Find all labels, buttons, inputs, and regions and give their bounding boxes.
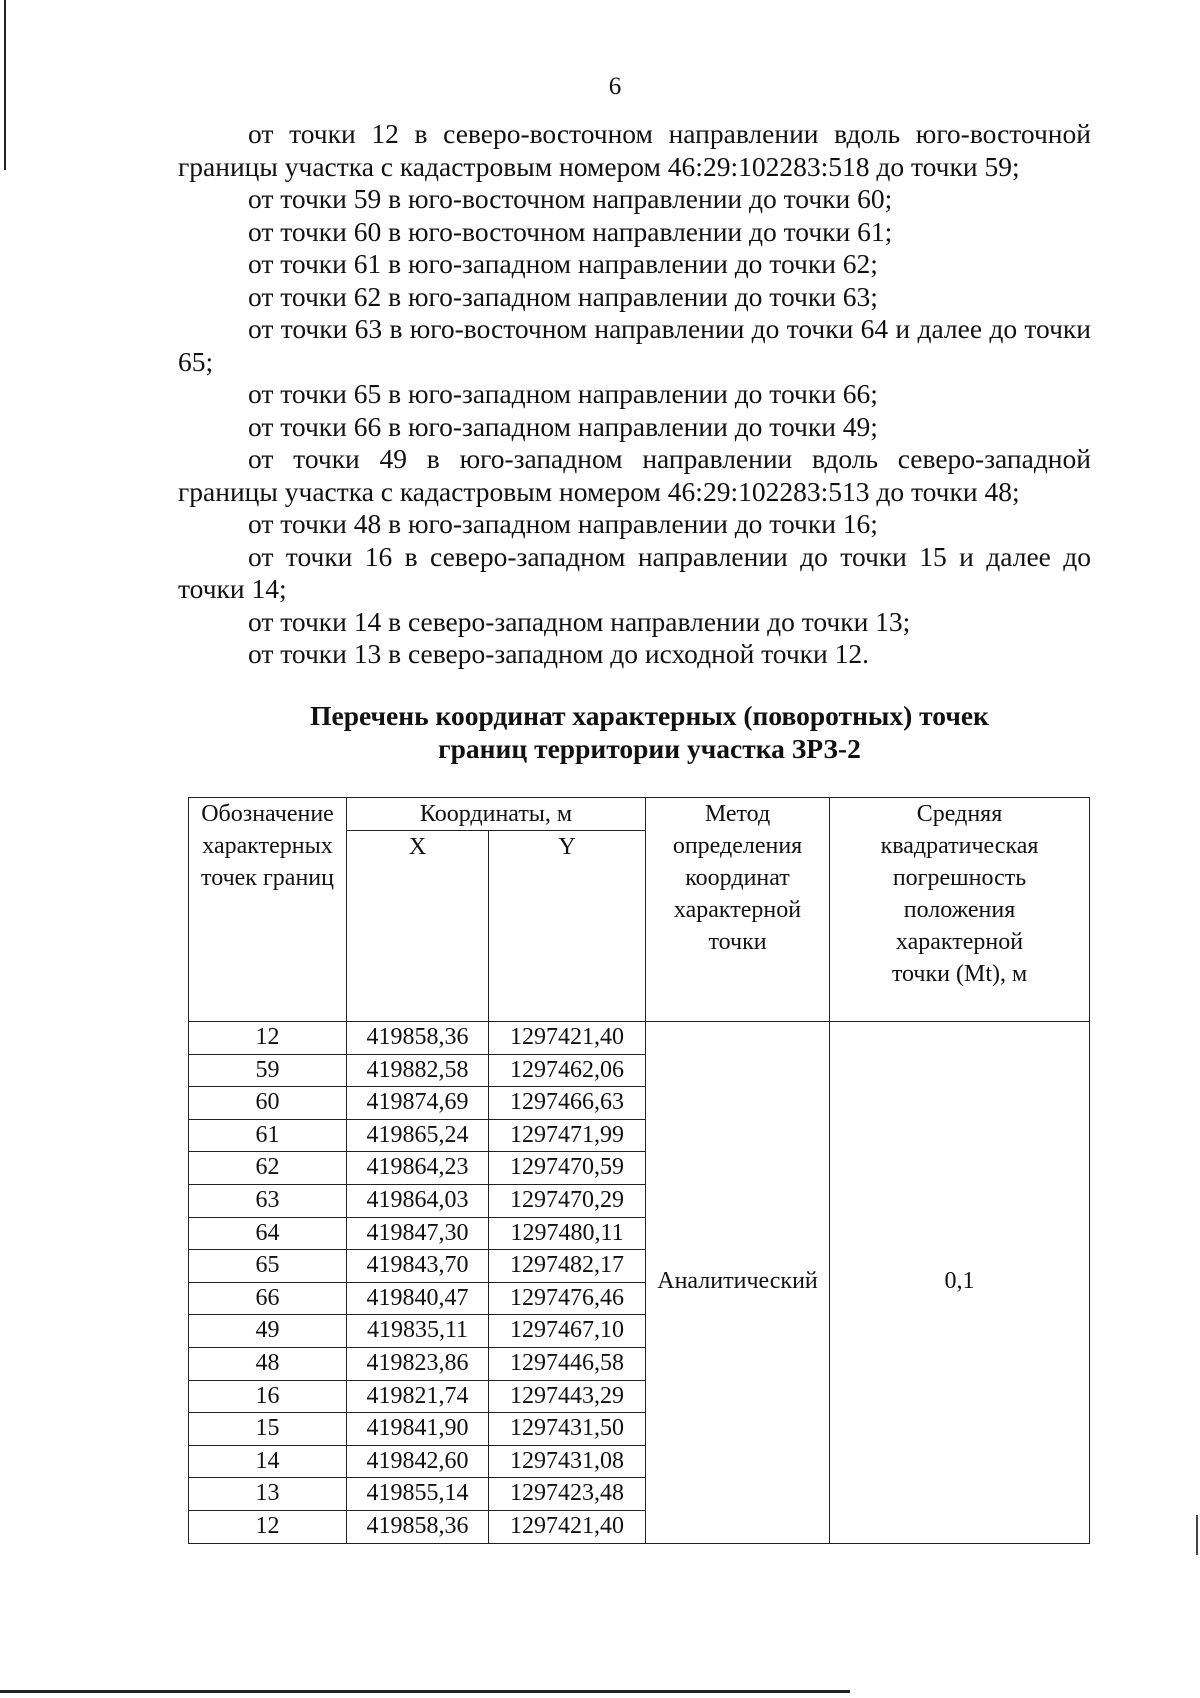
y-cell: 1297470,29 bbox=[489, 1184, 646, 1217]
x-cell: 419835,11 bbox=[347, 1315, 489, 1348]
point-cell: 59 bbox=[189, 1054, 347, 1087]
y-cell: 1297431,50 bbox=[489, 1413, 646, 1446]
header-coordinates: Координаты, м bbox=[347, 798, 646, 831]
point-cell: 16 bbox=[189, 1380, 347, 1413]
header-method: Метод определения координат характерной точки bbox=[646, 798, 830, 1022]
x-cell: 419842,60 bbox=[347, 1445, 489, 1478]
x-cell: 419841,90 bbox=[347, 1413, 489, 1446]
paragraph-11: от точки 16 в северо-западном направлении до точки 15 и далее до точки 14; bbox=[178, 540, 1091, 604]
point-cell: 12 bbox=[189, 1510, 347, 1543]
x-cell: 419847,30 bbox=[347, 1217, 489, 1250]
y-cell: 1297431,08 bbox=[489, 1445, 646, 1478]
scan-edge-right bbox=[1196, 1515, 1198, 1555]
point-cell: 15 bbox=[189, 1413, 347, 1446]
point-cell: 64 bbox=[189, 1217, 347, 1250]
y-cell: 1297466,63 bbox=[489, 1087, 646, 1120]
page-number: 6 bbox=[608, 73, 622, 100]
y-cell: 1297471,99 bbox=[489, 1119, 646, 1152]
x-cell: 419874,69 bbox=[347, 1087, 489, 1120]
paragraph-12: от точки 14 в северо-западном направлении до точки 13; bbox=[248, 605, 911, 637]
paragraph-9: от точки 49 в юго-западном направлении вдоль северо-западной границы участка с кадастровым номером 46:29:102283:513 до точки 48; bbox=[178, 443, 1091, 507]
paragraph-4: от точки 61 в юго-западном направлении до точки 62; bbox=[248, 248, 878, 279]
header-designation: Обозначение характерных точек границ bbox=[189, 798, 347, 1022]
paragraph-10: от точки 48 в юго-западном направлении до точки 16; bbox=[248, 508, 878, 539]
x-cell: 419858,36 bbox=[347, 1510, 489, 1543]
paragraph-8: от точки 66 в юго-западном направлении до точки 49; bbox=[248, 410, 878, 442]
y-cell: 1297421,40 bbox=[489, 1510, 646, 1543]
header-x: X bbox=[347, 831, 489, 1022]
point-cell: 48 bbox=[189, 1347, 347, 1380]
x-cell: 419855,14 bbox=[347, 1478, 489, 1511]
point-cell: 65 bbox=[189, 1250, 347, 1283]
paragraph-3: от точки 60 в юго-восточном направлении до точки 61; bbox=[248, 215, 893, 247]
y-cell: 1297470,59 bbox=[489, 1152, 646, 1185]
table-title bbox=[178, 700, 1091, 765]
point-cell: 66 bbox=[189, 1282, 347, 1315]
header-error: Средняя квадратическая погрешность положения характерной точки (Mt), м bbox=[830, 798, 1090, 1022]
y-cell: 1297476,46 bbox=[489, 1282, 646, 1315]
point-cell: 13 bbox=[189, 1478, 347, 1511]
y-cell: 1297446,58 bbox=[489, 1347, 646, 1380]
point-cell: 61 bbox=[189, 1119, 347, 1152]
header-y: Y bbox=[489, 831, 646, 1022]
y-cell: 1297480,11 bbox=[489, 1217, 646, 1250]
x-cell: 419882,58 bbox=[347, 1054, 489, 1087]
point-cell: 60 bbox=[189, 1087, 347, 1120]
x-cell: 419865,24 bbox=[347, 1119, 489, 1152]
y-cell: 1297423,48 bbox=[489, 1478, 646, 1511]
x-cell: 419823,86 bbox=[347, 1347, 489, 1380]
y-cell: 1297462,06 bbox=[489, 1054, 646, 1087]
x-cell: 419840,47 bbox=[347, 1282, 489, 1315]
point-cell: 49 bbox=[189, 1315, 347, 1348]
table-header-row-1 bbox=[189, 798, 1090, 831]
method-cell: Аналитический bbox=[646, 1022, 830, 1544]
paragraph-5: от точки 62 в юго-западном направлении до точки 63; bbox=[248, 280, 878, 312]
coordinates-table bbox=[188, 797, 1090, 1544]
table-row bbox=[189, 1022, 1090, 1055]
point-cell: 12 bbox=[189, 1022, 347, 1055]
point-cell: 63 bbox=[189, 1184, 347, 1217]
scan-edge-bottom bbox=[0, 1690, 850, 1693]
paragraph-6: от точки 63 в юго-восточном направлении до точки 64 и далее до точки 65; bbox=[178, 313, 1091, 377]
x-cell: 419821,74 bbox=[347, 1380, 489, 1413]
y-cell: 1297421,40 bbox=[489, 1022, 646, 1055]
y-cell: 1297467,10 bbox=[489, 1315, 646, 1348]
table-title-line-1: Перечень координат характерных (поворотных) точек bbox=[310, 700, 989, 731]
paragraph-1: от точки 12 в северо-восточном направлении вдоль юго-восточной границы участка с кадастровым номером 46:29:102283:518 до точки 59; bbox=[178, 118, 1091, 182]
y-cell: 1297443,29 bbox=[489, 1380, 646, 1413]
y-cell: 1297482,17 bbox=[489, 1250, 646, 1283]
paragraph-2: от точки 59 в юго-восточном направлении до точки 60; bbox=[248, 183, 893, 214]
paragraph-13: от точки 13 в северо-западном до исходной точки 12. bbox=[248, 638, 870, 669]
x-cell: 419843,70 bbox=[347, 1250, 489, 1283]
error-cell: 0,1 bbox=[830, 1022, 1090, 1544]
x-cell: 419858,36 bbox=[347, 1022, 489, 1055]
x-cell: 419864,03 bbox=[347, 1184, 489, 1217]
paragraph-7: от точки 65 в юго-западном направлении до точки 66; bbox=[248, 378, 878, 409]
point-cell: 14 bbox=[189, 1445, 347, 1478]
x-cell: 419864,23 bbox=[347, 1152, 489, 1185]
point-cell: 62 bbox=[189, 1152, 347, 1185]
table-title-line-2: границ территории участка ЗРЗ-2 bbox=[438, 732, 861, 764]
